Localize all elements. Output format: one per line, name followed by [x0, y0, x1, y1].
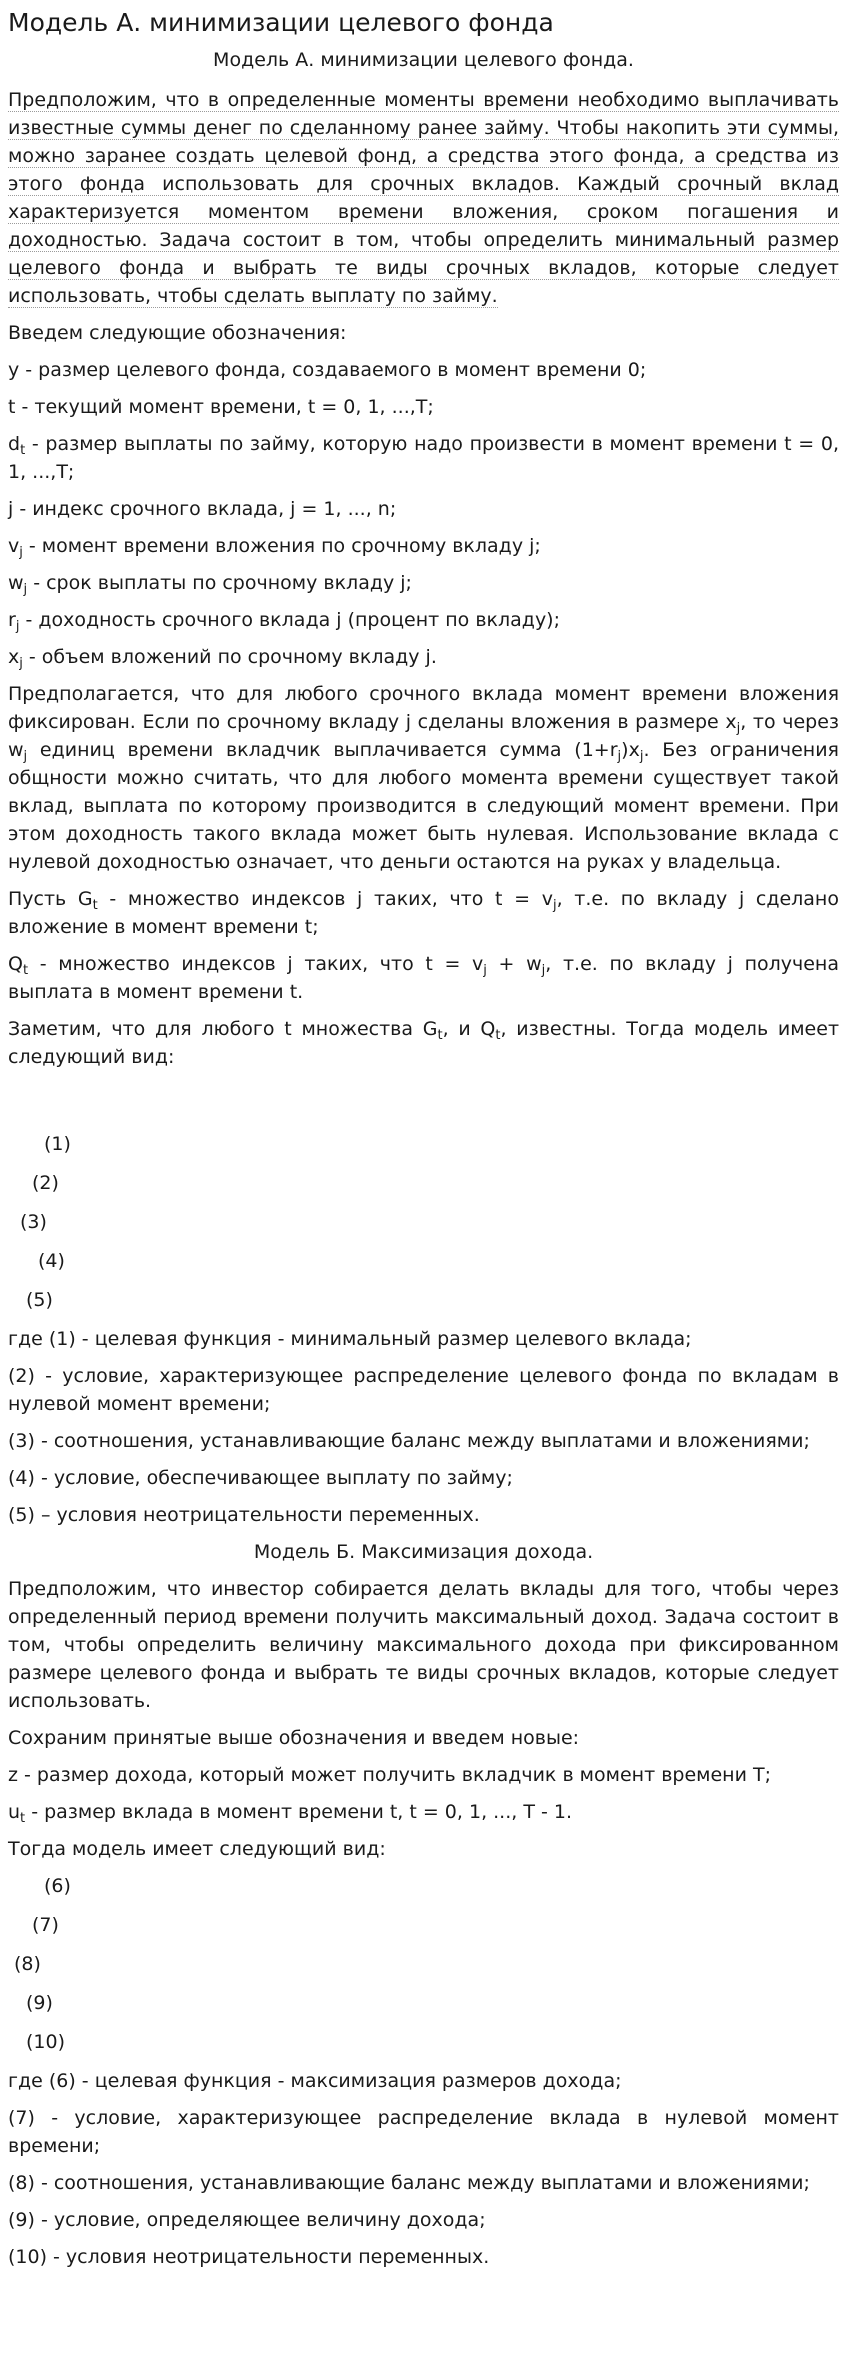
equation-number: (5) — [26, 1289, 53, 1311]
def-q-set: $Q_t$ - множество индексов j таких, что $t = v_j + w_j$, т.е. по вкладу j получена выплата в момент времени t. — [8, 953, 839, 1003]
model-b-heading: Модель Б. Максимизация дохода. — [253, 1541, 594, 1563]
def-j: j - индекс срочного вклада, j = 1, ..., n; — [8, 498, 397, 520]
model-b-intro-line: Тогда модель имеет следующий вид: — [8, 1838, 386, 1860]
page-title: Модель А. минимизации целевого фонда — [8, 8, 554, 37]
def-g-set: Пусть $G_t$ - множество индексов j таких, что $t = v_j$, т.е. по вкладу j сделано вложение в момент времени t; — [8, 888, 839, 938]
equation-number: (10) — [26, 2031, 66, 2053]
model-a-note: Заметим, что для любого t множества $G_t$, и $Q_t$, известны. Тогда модель имеет следующий вид: — [8, 1018, 840, 1068]
def-t: t - текущий момент времени, t = 0, 1, ...,T; — [8, 396, 434, 418]
model-a-heading: Модель А. минимизации целевого фонда. — [213, 49, 634, 71]
where-9: (9) - условие, определяющее величину дохода; — [8, 2209, 486, 2231]
model-a-intro: Предположим, что в определенные моменты времени необходимо выплачивать известные суммы денег по сделанному ранее займу. Чтобы накопить эти суммы, можно заранее создать целевой фонд, а средства этого фонда, а средства из этого фонда использовать для срочных вкладов. Каждый срочный вклад характеризуется моментом времени вложения, сроком погашения и доходностью. Задача состоит в том, чтобы определить минимальный размер целевого фонда и выбрать те виды срочных вкладов, которые следует использовать, чтобы сделать выплату по займу. — [8, 89, 839, 307]
def-v: $v_j$ - момент времени вложения по срочному вкладу j; — [8, 535, 541, 560]
def-z: z - размер дохода, который может получить вкладчик в момент времени T; — [8, 1764, 771, 1786]
keep-notation: Сохраним принятые выше обозначения и введем новые: — [8, 1727, 580, 1749]
def-d: $d_t$ - размер выплаты по займу, которую надо произвести в момент времени t = 0, 1, ...,T; — [8, 433, 839, 483]
equation-number: (2) — [32, 1172, 59, 1194]
where-8: (8) - соотношения, устанавливающие баланс между выплатами и вложениями; — [8, 2172, 810, 2194]
def-u: $u_t$ - размер вклада в момент времени t, t = 0, 1, ..., T - 1. — [8, 1801, 573, 1826]
assumption-paragraph: Предполагается, что для любого срочного вклада момент времени вложения фиксирован. Если по срочному вкладу j сделаны вложения в размере $x_j$, то через $w_j$ единиц времени вкладчик выплачивается сумма $(1+r_j)x_j$. Без ограничения общности можно считать, что для любого момента времени существует такой вклад, выплата по которому производится в следующий момент времени. При этом доходность такого вклада может быть нулевая. Использование вклада с нулевой доходностью означает, что деньги остаются на руках у владельца. — [8, 683, 839, 873]
where-7: (7) - условие, характеризующее распределение вклада в нулевой момент времени; — [8, 2107, 839, 2157]
equation-number: (6) — [44, 1875, 71, 1897]
equation-number: (7) — [32, 1914, 59, 1936]
where-4: (4) - условие, обеспечивающее выплату по займу; — [8, 1467, 513, 1489]
where-10: (10) - условия неотрицательности переменных. — [8, 2246, 490, 2268]
equation-number: (8) — [14, 1953, 41, 1975]
where-5: (5) – условия неотрицательности переменных. — [8, 1504, 480, 1526]
def-x: $x_j$ - объем вложений по срочному вкладу j. — [8, 646, 437, 671]
where-2: (2) - условие, характеризующее распределение целевого фонда по вкладам в нулевой момент времени; — [8, 1365, 839, 1415]
def-y: y - размер целевого фонда, создаваемого в момент времени 0; — [8, 359, 647, 381]
where-3: (3) - соотношения, устанавливающие баланс между выплатами и вложениями; — [8, 1430, 810, 1452]
equation-number: (9) — [26, 1992, 53, 2014]
model-b-intro: Предположим, что инвестор собирается делать вклады для того, чтобы через определенный период времени получить максимальный доход. Задача состоит в том, чтобы определить величину максимального дохода при фиксированном размере целевого фонда и выбрать те виды срочных вкладов, которые следует использовать. — [8, 1578, 839, 1712]
equation-number: (3) — [20, 1211, 47, 1233]
equation-number: (4) — [38, 1250, 65, 1272]
def-w: $w_j$ - срок выплаты по срочному вкладу j; — [8, 572, 412, 597]
where-1: где (1) - целевая функция - минимальный размер целевого вклада; — [8, 1328, 692, 1350]
where-6: где (6) - целевая функция - максимизация размеров дохода; — [8, 2070, 622, 2092]
def-r: $r_j$ - доходность срочного вклада j (процент по вкладу); — [8, 609, 561, 634]
equation-number: (1) — [44, 1133, 71, 1155]
notation-intro: Введем следующие обозначения: — [8, 322, 347, 344]
